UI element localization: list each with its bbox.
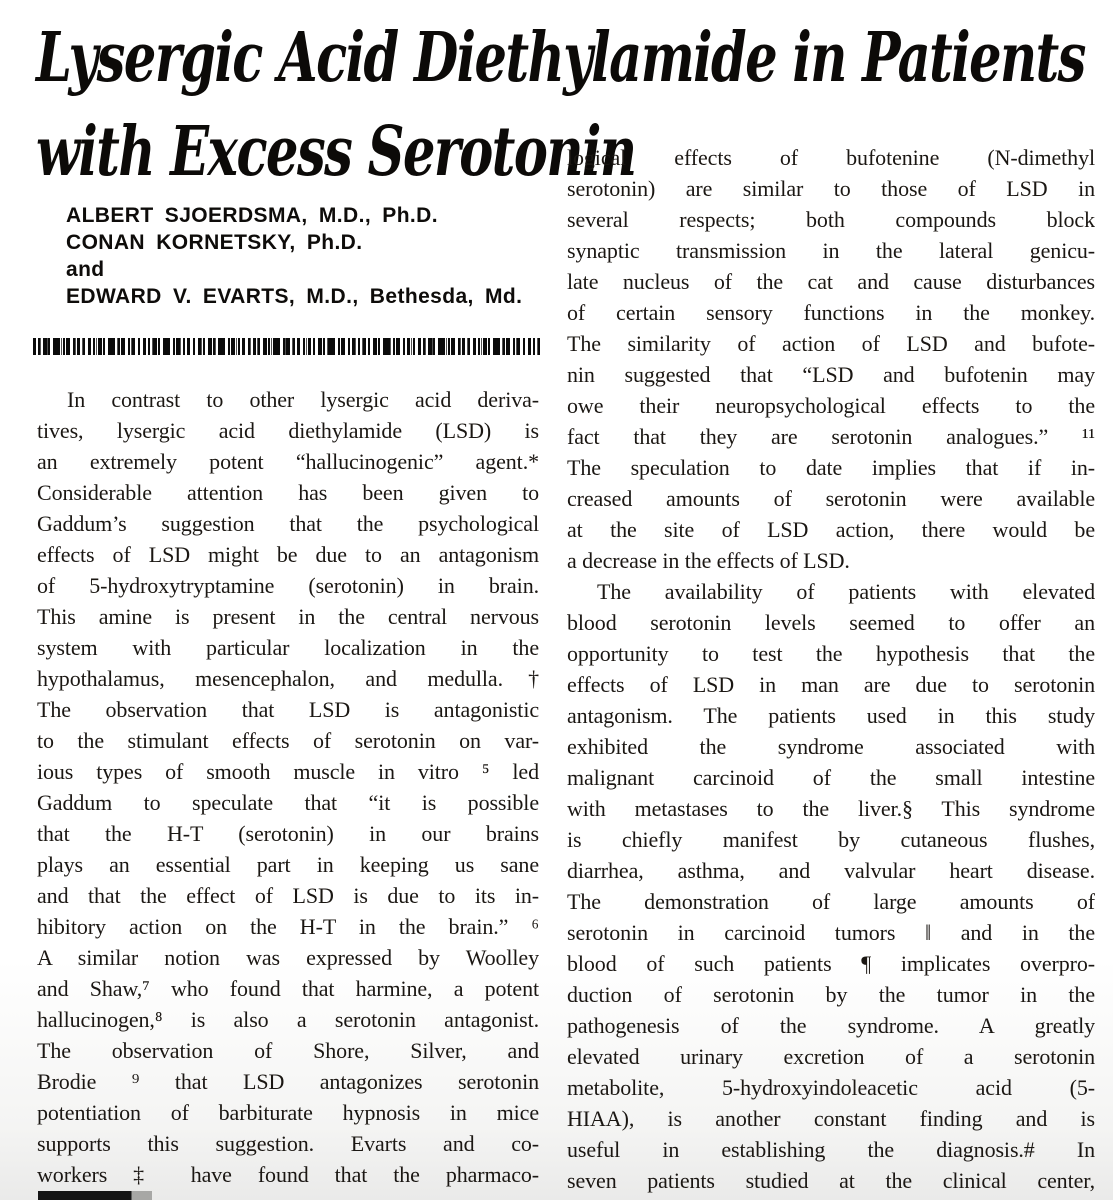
text-line: serotonin) are similar to those of LSD in [567,176,1095,201]
text-line: A similar notion was expressed by Woolley [37,945,539,970]
text-line: late nucleus of the cat and cause disturbances [567,269,1095,294]
text-line: hypothalamus, mesencephalon, and medulla.† [37,666,539,691]
paragraph [567,142,1095,576]
article-title-line1: Lysergic Acid Diethylamide in Patients [36,18,1085,98]
text-line: potentiation of barbiturate hypnosis in mice [37,1100,539,1125]
text-line: Gaddum’s suggestion that the psychological [37,511,539,536]
author-name: ALBERT SJOERDSMA, M.D., Ph.D. [66,204,438,227]
text-line: The observation that LSD is antagonistic [37,697,539,722]
text-line: of certain sensory functions in the monkey. [567,300,1095,325]
text-line: of 5-hydroxytryptamine (serotonin) in brain. [37,573,539,598]
text-line: tives, lysergic acid diethylamide (LSD) is [37,418,539,443]
text-line: nin suggested that “LSD and bufotenin may [567,362,1095,387]
text-line: and that the effect of LSD is due to its in- [37,883,539,908]
text-line: seven patients studied at the clinical center, [567,1168,1095,1193]
text-line: duction of serotonin by the tumor in the [567,982,1095,1007]
text-line: diarrhea, asthma, and valvular heart disease. [567,858,1095,883]
text-line: owe their neuropsychological effects to the [567,393,1095,418]
text-line: The similarity of action of LSD and bufote- [567,331,1095,356]
text-line: useful in establishing the diagnosis.# In [567,1137,1095,1162]
text-line: opportunity to test the hypothesis that the [567,641,1095,666]
text-line: blood serotonin levels seemed to offer an [567,610,1095,635]
text-line: The observation of Shore, Silver, and [37,1038,539,1063]
text-line: workers ‡ have found that the pharmaco- [37,1162,539,1187]
ornamental-divider-rule [33,338,540,355]
text-line: antagonism. The patients used in this study [567,703,1095,728]
paragraph [37,384,539,1190]
text-line: is chiefly manifest by cutaneous flushes, [567,827,1095,852]
text-line: fact that they are serotonin analogues.” ¹¹ [567,424,1095,449]
text-line: logical effects of bufotenine (N-dimethyl [567,145,1095,170]
right-text-column [567,142,1095,1196]
author-name: CONAN KORNETSKY, Ph.D. [66,231,363,254]
text-line: system with particular localization in the [37,635,539,660]
text-line: hibitory action on the H-T in the brain.” ⁶ [37,914,539,939]
text-line: blood of such patients ¶ implicates overpro- [567,951,1095,976]
text-line: plays an essential part in keeping us sane [37,852,539,877]
text-line: elevated urinary excretion of a serotonin [567,1044,1095,1069]
left-text-column [37,384,539,1190]
text-line: several respects; both compounds block [567,207,1095,232]
text-line: exhibited the syndrome associated with [567,734,1095,759]
text-line: hallucinogen,⁸ is also a serotonin antagonist. [37,1007,539,1032]
paragraph [567,576,1095,1196]
text-line: This amine is present in the central nervous [37,604,539,629]
text-line: malignant carcinoid of the small intestine [567,765,1095,790]
text-line: effects of LSD might be due to an antagonism [37,542,539,567]
text-line: pathogenesis of the syndrome. A greatly [567,1013,1095,1038]
text-line: effects of LSD in man are due to serotonin [567,672,1095,697]
author-conjunction: and [66,258,105,281]
footnote-separator-rule [38,1191,152,1200]
text-line: that the H-T (serotonin) in our brains [37,821,539,846]
author-name: EDWARD V. EVARTS, M.D., Bethesda, Md. [66,285,523,308]
text-line: metabolite, 5-hydroxyindoleacetic acid (5- [567,1075,1095,1100]
text-line: In contrast to other lysergic acid deriva- [67,387,539,412]
text-line: Gaddum to speculate that “it is possible [37,790,539,815]
text-line: ious types of smooth muscle in vitro ⁵ led [37,759,539,784]
text-line: an extremely potent “hallucinogenic” agent.* [37,449,539,474]
text-line: Brodie ⁹ that LSD antagonizes serotonin [37,1069,539,1094]
text-line: The speculation to date implies that if in- [567,455,1095,480]
text-line: HIAA), is another constant finding and is [567,1106,1095,1131]
text-line: serotonin in carcinoid tumors ‖ and in the [567,920,1095,945]
text-line: creased amounts of serotonin were available [567,486,1095,511]
text-line: supports this suggestion. Evarts and co- [37,1131,539,1156]
author-block [66,202,522,310]
text-line: at the site of LSD action, there would be [567,517,1095,542]
text-line: a decrease in the effects of LSD. [567,548,850,573]
text-line: with metastases to the liver.§ This syndrome [567,796,1095,821]
text-line: to the stimulant effects of serotonin on var- [37,728,539,753]
text-line: and Shaw,⁷ who found that harmine, a potent [37,976,539,1001]
text-line: The availability of patients with elevated [597,579,1095,604]
text-line: synaptic transmission in the lateral genicu- [567,238,1095,263]
text-line: The demonstration of large amounts of [567,889,1095,914]
text-line: Considerable attention has been given to [37,480,539,505]
article-title-line2: with Excess Serotonin [36,112,636,192]
